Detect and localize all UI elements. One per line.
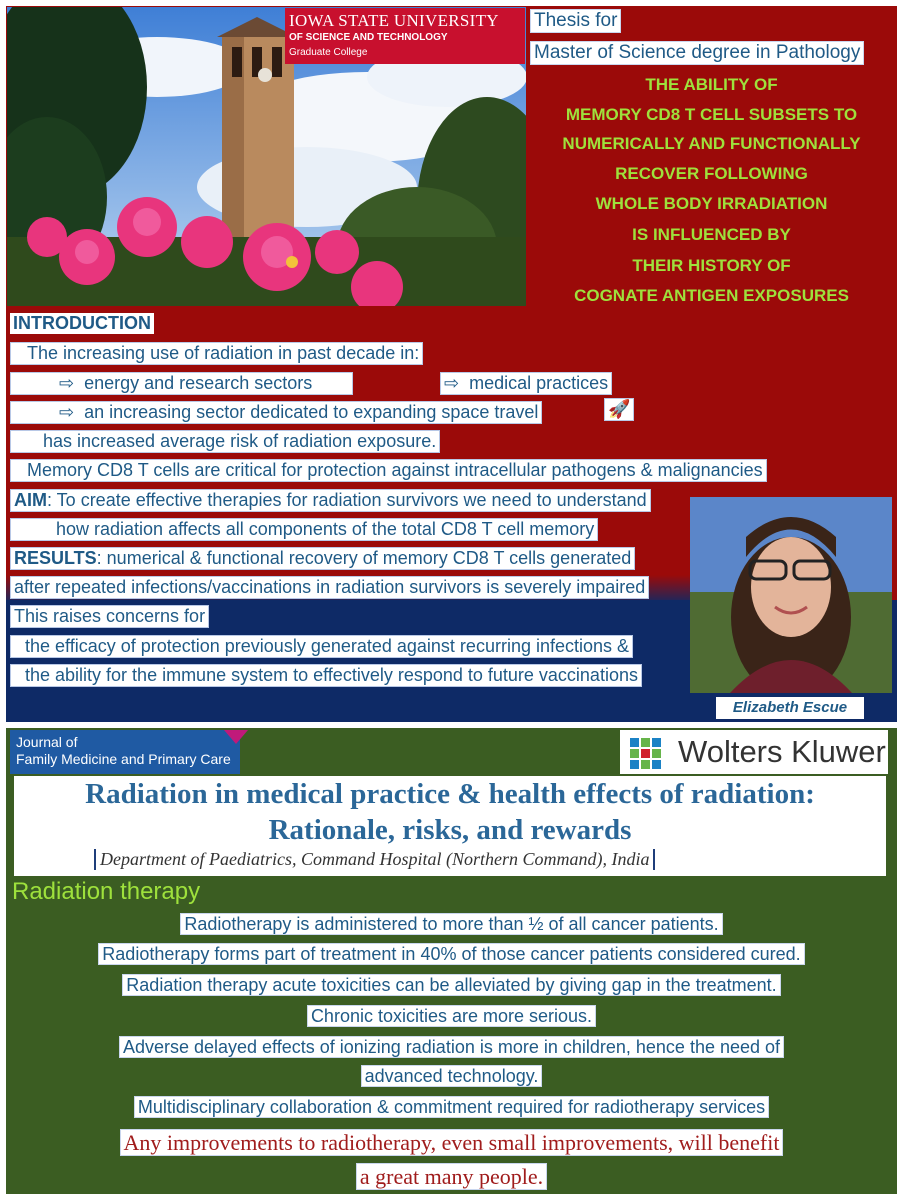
introduction-heading: INTRODUCTION <box>10 313 154 334</box>
rocket-icon: 🚀 <box>604 398 634 421</box>
intro-bullet <box>440 372 612 395</box>
university-name: IOWA STATE UNIVERSITY <box>289 11 499 30</box>
degree-label: Master of Science degree in Pathology <box>530 41 864 65</box>
results-line: the efficacy of protection previously generated against recurring infections & <box>10 635 633 658</box>
results-line <box>10 547 635 570</box>
closing-text: a great many people. <box>356 1163 547 1190</box>
rt-line-text: Adverse delayed effects of ionizing radiation is more in children, hence the need of <box>119 1036 784 1058</box>
journal-logo <box>10 730 240 774</box>
thesis-title-line: IS INFLUENCED BY <box>632 225 791 244</box>
radiation-therapy-heading: Radiation therapy <box>12 878 201 905</box>
rt-line <box>6 1097 897 1118</box>
rt-line-text: Multidisciplinary collaboration & commitment required for radiotherapy services <box>134 1096 769 1118</box>
rt-line <box>6 944 897 965</box>
rt-line-text: Radiotherapy forms part of treatment in 40% of those cancer patients considered cured. <box>98 943 804 965</box>
results-line: the ability for the immune system to effectively respond to future vaccinations <box>10 664 642 687</box>
rt-line <box>6 1037 897 1058</box>
rt-line-text: advanced technology. <box>361 1065 543 1087</box>
intro-bullet-text: energy and research sectors <box>84 373 313 393</box>
arrow-icon: ⇨ <box>59 402 75 422</box>
rt-line <box>6 1006 897 1027</box>
rt-line <box>6 914 897 935</box>
results-text: : numerical & functional recovery of memory CD8 T cells generated <box>96 548 632 568</box>
arrow-icon: ⇨ <box>59 373 75 393</box>
aim-line <box>10 489 651 512</box>
publisher-name: Wolters Kluwer <box>678 734 886 769</box>
thesis-title-line: THE ABILITY OF <box>645 75 778 94</box>
rt-line-text: Radiotherapy is administered to more than ½ of all cancer patients. <box>180 913 722 935</box>
aim-text: : To create effective therapies for radiation survivors we need to understand <box>47 490 647 510</box>
intro-line: Memory CD8 T cells are critical for protection against intracellular pathogens & malignancies <box>10 459 767 482</box>
college-name: Graduate College <box>289 47 368 58</box>
journal-name: Family Medicine and Primary Care <box>16 751 231 767</box>
intro-line: The increasing use of radiation in past decade in: <box>10 342 423 365</box>
publisher-logo <box>620 730 888 774</box>
thesis-title-line: COGNATE ANTIGEN EXPOSURES <box>574 286 849 305</box>
closing-line <box>6 1130 897 1156</box>
thesis-title-line: MEMORY CD8 T CELL SUBSETS TO <box>565 105 858 124</box>
thesis-for-label: Thesis for <box>530 9 621 33</box>
article-affiliation: Department of Paediatrics, Command Hospital (Northern Command), India <box>94 849 655 870</box>
article-title: Radiation in medical practice & health effects of radiation: <box>85 778 815 810</box>
aim-label: AIM <box>14 490 47 510</box>
closing-line <box>6 1164 897 1190</box>
university-logo <box>285 8 525 64</box>
university-subtitle: OF SCIENCE AND TECHNOLOGY <box>289 32 448 43</box>
thesis-title-line: RECOVER FOLLOWING <box>615 164 808 183</box>
rt-line-text: Chronic toxicities are more serious. <box>307 1005 596 1027</box>
thesis-title-line: NUMERICALLY AND FUNCTIONALLY <box>562 134 861 153</box>
thesis-title-line: WHOLE BODY IRRADIATION <box>595 194 828 213</box>
intro-bullet-text: an increasing sector dedicated to expanding space travel <box>84 402 539 422</box>
article-header <box>14 776 886 876</box>
article-title: Rationale, risks, and rewards <box>268 814 632 846</box>
intro-bullet-text: medical practices <box>469 373 609 393</box>
rt-line-text: Radiation therapy acute toxicities can be alleviated by giving gap in the treatment. <box>122 974 780 996</box>
arrow-icon: ⇨ <box>444 373 460 393</box>
triangle-icon <box>224 730 248 744</box>
thesis-title-line: THEIR HISTORY OF <box>632 256 791 275</box>
author-name: Elizabeth Escue <box>716 697 864 719</box>
rt-line <box>6 975 897 996</box>
publisher-mark-icon <box>626 734 666 772</box>
intro-bullet <box>10 401 542 424</box>
intro-bullet <box>10 372 353 395</box>
results-label: RESULTS <box>14 548 97 568</box>
closing-text: Any improvements to radiotherapy, even small improvements, will benefit <box>120 1129 784 1156</box>
journal-line: Journal of <box>16 734 78 750</box>
results-line: after repeated infections/vaccinations in radiation survivors is severely impaired <box>10 576 649 599</box>
results-line: This raises concerns for <box>10 605 209 628</box>
intro-line: has increased average risk of radiation exposure. <box>10 430 440 453</box>
aim-line: how radiation affects all components of the total CD8 T cell memory <box>10 518 598 541</box>
rt-line <box>6 1066 897 1087</box>
author-portrait <box>690 497 892 693</box>
